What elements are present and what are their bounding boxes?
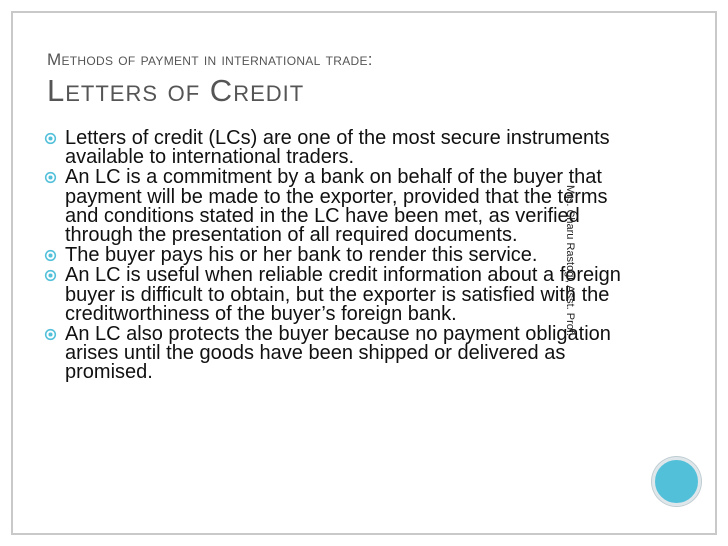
bullet-text: An LC also protects the buyer because no payment obligation arises until the goods have been shipped or delivered as promised. bbox=[65, 323, 611, 384]
bullet-item bbox=[44, 246, 634, 265]
bullet-glyph-icon bbox=[44, 269, 57, 282]
bullet-item bbox=[44, 168, 634, 245]
bullet-glyph-icon bbox=[44, 328, 57, 341]
bullet-text: An LC is useful when reliable credit information about a foreign buyer is difficult to obtain, but the exporter is satisfied with the creditworthiness of the buyer’s foreign bank. bbox=[65, 264, 621, 325]
bullet-item bbox=[44, 325, 634, 383]
author-credit: Mrs. Charu Rastogi, Asst. Prof. bbox=[564, 185, 576, 336]
bullet-glyph-icon bbox=[44, 132, 57, 145]
bullet-text: The buyer pays his or her bank to render this service. bbox=[65, 244, 538, 267]
bullet-list bbox=[44, 129, 634, 384]
bullet-item bbox=[44, 129, 634, 167]
bullet-text: An LC is a commitment by a bank on behalf of the buyer that payment will be made to the exporter, provided that the terms and conditions stated in the LC have been met, as verified through the presentation of all required documents. bbox=[65, 166, 608, 247]
title-block bbox=[47, 50, 607, 108]
decorative-circle bbox=[652, 457, 701, 506]
bullet-text: Letters of credit (LCs) are one of the most secure instruments available to international traders. bbox=[65, 127, 610, 169]
slide-title: Letters of Credit bbox=[47, 73, 305, 108]
bullet-item bbox=[44, 266, 634, 324]
slide-subtitle: Methods of payment in international trade: bbox=[47, 50, 373, 69]
bullet-glyph-icon bbox=[44, 171, 57, 184]
bullet-glyph-icon bbox=[44, 249, 57, 262]
